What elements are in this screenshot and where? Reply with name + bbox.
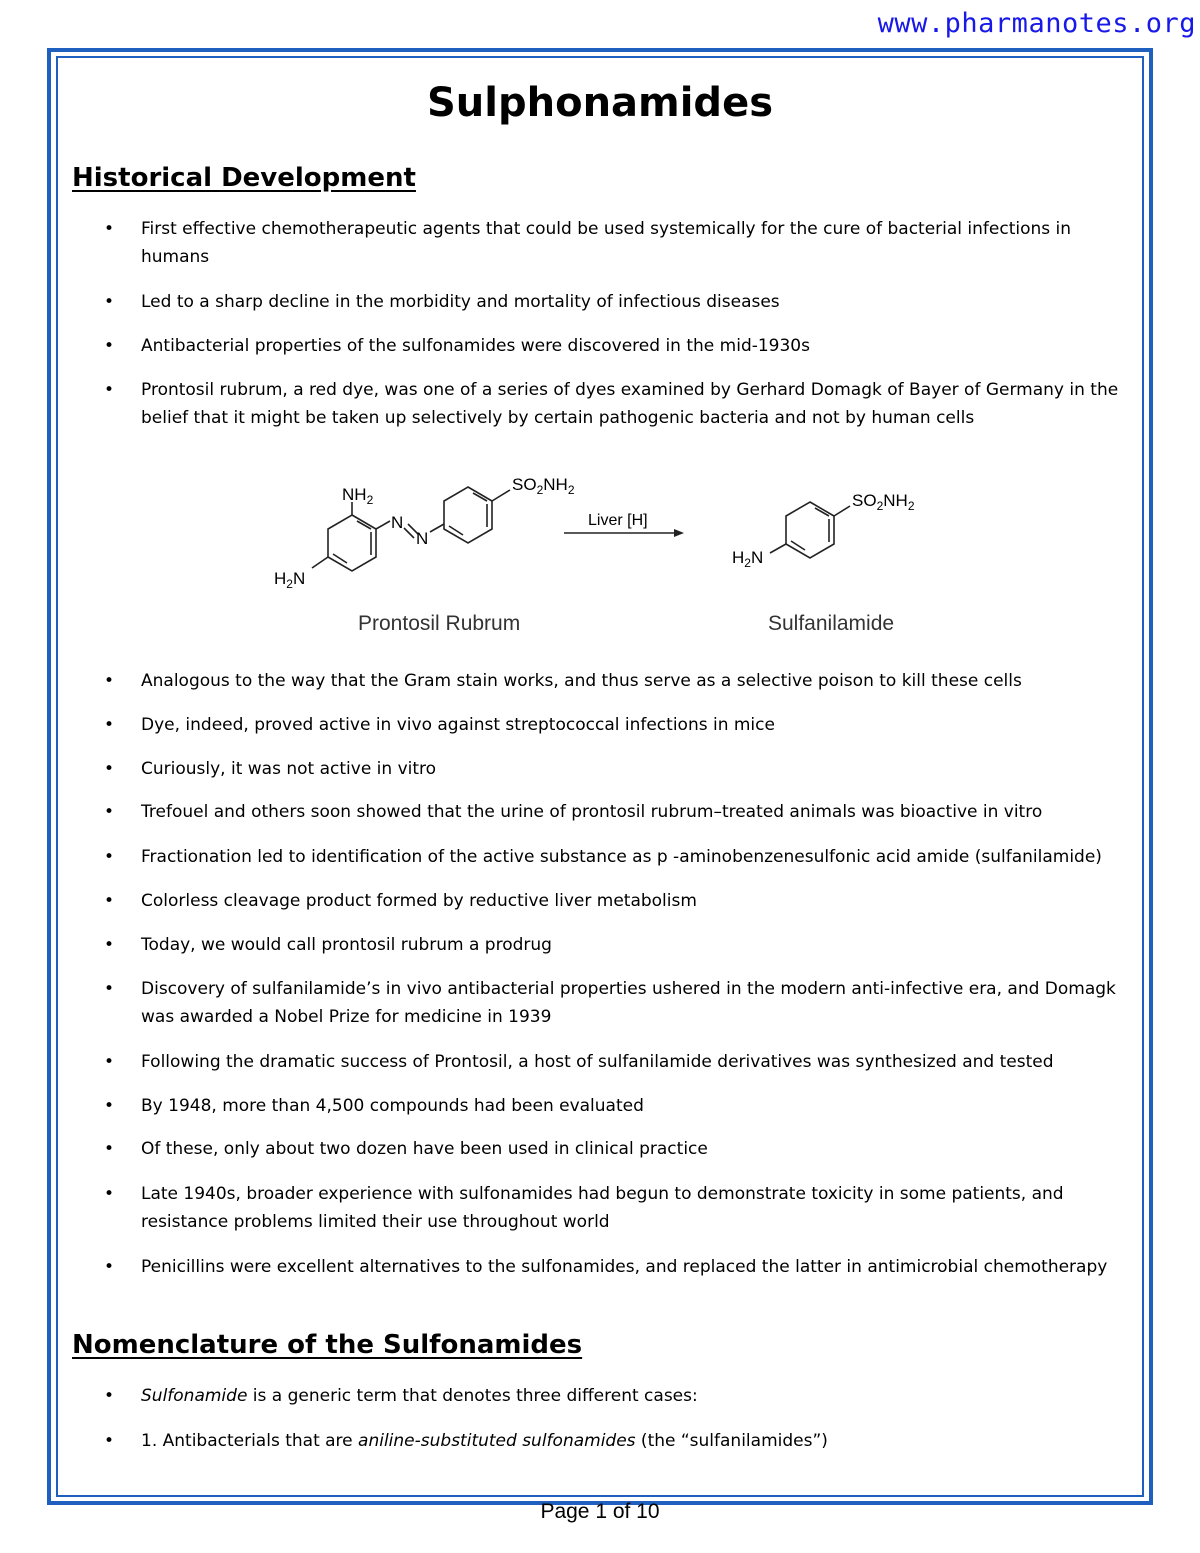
- h2n-label-right: $H_2N$: [732, 548, 764, 570]
- page-number: Page 1 of 10: [540, 1500, 660, 1523]
- prontosil-rubrum-label: Prontosil Rubrum: [358, 612, 521, 635]
- so2nh2-label-right: $SO_2NH_2$: [852, 491, 915, 513]
- h2n-label: $H_2N$: [274, 569, 306, 591]
- bullet-icon: •: [104, 292, 115, 312]
- bullet-icon: •: [104, 935, 115, 955]
- document-content: Sulphonamides Historical Development • First effective chemotherapeutic agents that could be used systemically for the cure of bacterial infections in humans • Led to a sharp decline in the morbidity and mortality of infectious diseases • Antibacterial properties of the sulfonamides were discovered in the mid-1930s • Prontosil rubrum, a red dye, was one of a series of dyes examined by Gerhard Domagk of Bayer of Germany in the belief that it might be taken up selectively by certain pathogenic bacteria and not by human cells $NH_2$ $H_2N$ N N $SO_2NH_2$ Prontosil Rubrum Liver [H] $SO_2NH_2$ $H_2N$ Sulfanilamide • Analogous to the way that the Gram stain works, and thus serve as a selective poison to kill these cells • Dye, indeed, proved active in vivo against streptococcal infections in mice • Curiously, it was not active in vitro • Trefouel and others soon showed that the urine of prontosil rubrum–treated animals was bioactive in vitro • Fractionation led to identification of the active substance as p -aminobenzenesulfonic acid amide (sulfanilamide) • Colorless cleavage product formed by reductive liver metabolism • Today, we would call prontosil rubrum a prodrug • Discovery of sulfanilamide’s in vivo antibacterial properties ushered in the modern anti-infective era, and Domagk was awarded a Nobel Prize for medicine in 1939 • Following the dramatic success of Prontosil, a host of sulfanilamide derivatives was synthesized and tested • By 1948, more than 4,500 compounds had been evaluated • Of these, only about two dozen have been used in clinical practice • Late 1940s, broader experience with sulfonamides had begun to demonstrate toxicity in some patients, and resistance problems limited their use throughout world • Penicillins were excellent alternatives to the sulfonamides, and replaced the latter in antimicrobial chemotherapy Nomenclature of the Sulfonamides • Sulfonamide is a generic term that denotes three different cases: • 1. Antibacterials that are aniline-substituted sulfonamides (the “sulfanilamides”): [0, 0, 1200, 1553]
- section-heading-historical: Historical Development: [72, 163, 416, 193]
- bullet-icon: •: [104, 1431, 115, 1451]
- bullet-icon: •: [104, 802, 115, 822]
- bullet-icon: •: [104, 1052, 115, 1072]
- so2nh2-label-left: $SO_2NH_2$: [512, 475, 575, 497]
- bullet-icon: •: [104, 715, 115, 735]
- bullet-icon: •: [104, 1257, 115, 1277]
- bullet-icon: •: [104, 1386, 115, 1406]
- azo-n1-label: N: [391, 513, 404, 532]
- bullet-icon: •: [104, 891, 115, 911]
- bullet-icon: •: [104, 1096, 115, 1116]
- bullet-icon: •: [104, 847, 115, 867]
- sulfanilamide-label: Sulfanilamide: [768, 612, 895, 635]
- bullet-icon: •: [104, 759, 115, 779]
- website-url: www.pharmanotes.org: [877, 8, 1196, 39]
- bullet-icon: •: [104, 219, 115, 239]
- reaction-figure: [250, 460, 970, 650]
- azo-n2-label: N: [416, 529, 429, 548]
- document-title: Sulphonamides: [426, 80, 773, 126]
- bullet-icon: •: [104, 1139, 115, 1159]
- bullet-icon: •: [104, 979, 115, 999]
- bullet-icon: •: [104, 336, 115, 356]
- bullet-icon: •: [104, 1184, 115, 1204]
- section-heading-nomenclature: Nomenclature of the Sulfonamides: [72, 1330, 583, 1360]
- bullet-icon: •: [104, 671, 115, 691]
- reaction-arrow: [564, 512, 684, 537]
- arrow-label: Liver [H]: [588, 512, 648, 529]
- prontosil-labels: [274, 475, 575, 635]
- nh2-label: $NH_2$: [342, 485, 374, 507]
- bullet-icon: •: [104, 380, 115, 400]
- sulfanilamide-structure: [770, 502, 850, 558]
